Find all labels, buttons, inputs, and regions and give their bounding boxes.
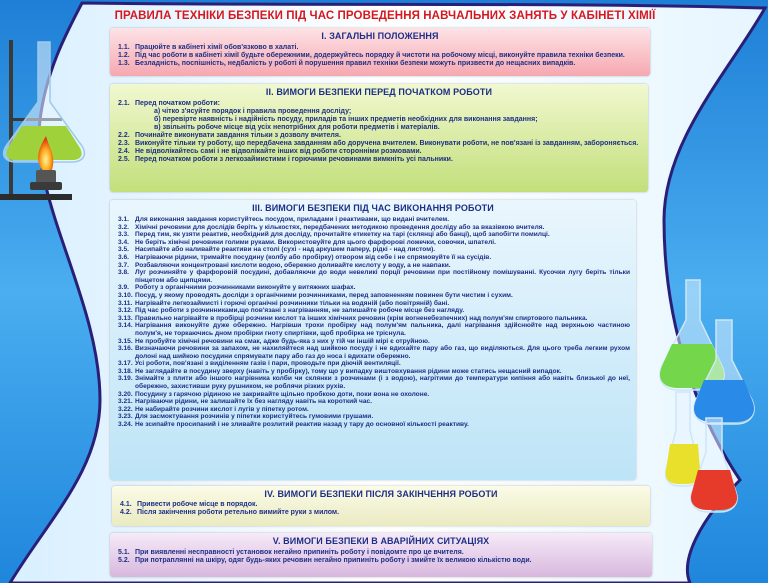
section-during-work xyxy=(110,200,636,480)
sub-item: а) чітко з'ясуйте порядок і правила проведення досліду; xyxy=(154,108,352,115)
section-heading: І. ЗАГАЛЬНІ ПОЛОЖЕННЯ xyxy=(321,31,439,41)
blue-liquid-icon xyxy=(694,380,754,422)
list-item: 3.6. Нагріваючи рідини, тримайте посудину (колбу або пробірку) отвором від себе і не спрямовуйте її на сусідів. xyxy=(118,253,492,261)
list-item: 1.1. Працюйте в кабінеті хімії обов'язково в халаті. xyxy=(118,44,299,51)
list-item: 3.9. Роботу з органічними розчинниками виконуйте у витяжних шафах. xyxy=(118,284,356,292)
section-before-work xyxy=(110,84,648,192)
stand-base-icon xyxy=(0,194,72,200)
list-item: 2.1. Перед початком роботи: xyxy=(118,100,220,107)
list-item: 3.11. Нагрівайте легкозаймисті і горючі органічні розчинники тільки на водяній (або повітряній) бані. xyxy=(118,299,450,307)
yellow-liquid-icon xyxy=(666,444,701,484)
list-item: 3.18. Не заглядайте в посудину зверху (навіть у пробірку), тому що у випадку виштовхування рідини може статись нещасний випадок. xyxy=(118,367,562,375)
sub-item: б) перевірте наявність і надійність посуду, приладів та інших предметів необхідних для виконання завдання; xyxy=(154,116,538,123)
list-item: 5.2. При потраплянні на шкіру, одяг будь-яких речовин негайно припиніть роботу і змийте їх великою кількістю води. xyxy=(118,557,532,564)
section-general xyxy=(110,28,650,76)
list-item: 2.3. Виконуйте тільки ту роботу, що передбачена завданням або доручена вчителем. Виконувати роботи, не пов'язані із завданням, забороняється. xyxy=(118,140,639,147)
list-item: 3.21. Нагріваючи рідини, не залишайте їх без нагляду навіть на короткий час. xyxy=(118,398,373,406)
list-item: 1.2. Під час роботи в кабінеті хімії будьте обережними, додержуйтесь порядку й чистоти на робочому місці, виконуйте правила техніки безпеки. xyxy=(118,52,625,59)
list-item: 3.15. Не пробуйте хімічні речовини на смак, адже будь-яка з них у тій чи іншій мірі є отруйною. xyxy=(118,337,430,345)
list-item: 3.2. Хімічні речовини для дослідів беріть у кількостях, передбачених методикою проведення досліду або за вказівкою вчителя. xyxy=(118,223,545,231)
burner-icon xyxy=(36,170,56,184)
list-item: 3.8. Луг розчиняйте у фарфоровій посудині, добавляючи до води невеликі порції речовини при постійному помішуванні. Кусочки лугу беріть тільки пінцетом або щипцями. xyxy=(118,269,630,284)
list-item: 2.5. Перед початком роботи з легкозаймистими і горючими речовинами вимкніть усі пальники. xyxy=(118,156,453,163)
list-item: 3.3. Перед тим, як узяти реактив, необхідний для досліду, прочитайте етикетку на тарі (склянці або банці), щоб запобігти помилці. xyxy=(118,231,550,239)
list-item: 1.3. Безладність, поспішність, недбалість у роботі й порушення правил техніки безпеки можуть призвести до нещасних випадків. xyxy=(118,60,576,67)
section-emergency xyxy=(110,533,652,577)
list-item: 5.1. При виявленні несправності установок негайно припиніть роботу і повідомте про це вчителя. xyxy=(118,549,464,556)
list-item: 3.7. Розбавляючи концентровані кислоти водою, обережно доливайте кислоту у воду, а не навпаки. xyxy=(118,261,451,269)
list-item: 3.12. Під час роботи з розчинниками,що пов'язані з нагріванням, не залишайте робоче місце без нагляду. xyxy=(118,307,465,315)
list-item: 3.14. Нагрівання виконуйте дуже обережно. Нагрівши трохи пробірку над полум'ям пальника, далі нагрівання здійснюйте над верхньою частиною полум'я, не торкаючись дном пробірки гноту спиртівки, щоб пробірка не тріснула. xyxy=(118,322,630,337)
list-item: 3.16. Визначаючи речовини за запахом, не нахиляйтеся над шийкою посуду і не вдихайте пару або газ, що виділяються. Для цього треба легким рухом долоні над шийкою посудини спрямувати пару або газ до носа і вдихати обережно. xyxy=(118,345,630,360)
list-item: 3.23. Для засмоктування розчинів у піпетки користуйтесь гумовими грушами. xyxy=(118,413,374,421)
list-item: 2.2. Починайте виконувати завдання тільки з дозволу вчителя. xyxy=(118,132,341,139)
section-heading: ІІІ. ВИМОГИ БЕЗПЕКИ ПІД ЧАС ВИКОНАННЯ РОБОТИ xyxy=(252,203,494,213)
list-item: 3.10. Посуд, у якому проводять досліди з органічними розчинниками, перед заповненням повинен бути чистим і сухим. xyxy=(118,291,513,299)
list-item: 3.24. Не зсипайте просипаний і не зливайте розлитий реактив назад у тару до основної кількості реактиву. xyxy=(118,421,469,429)
list-item: 3.4. Не беріть хімічні речовини голими руками. Використовуйте для цього фарфорові ложечки, совочки, шпателі. xyxy=(118,238,496,246)
section-heading: V. ВИМОГИ БЕЗПЕКИ В АВАРІЙНИХ СИТУАЦІЯХ xyxy=(272,536,490,546)
list-item: 3.5. Насипайте або наливайте реактиви на столі (сухі - над аркушем паперу, рідкі - над листом). xyxy=(118,246,436,254)
section-after-work xyxy=(112,486,650,526)
section-heading: ІІ. ВИМОГИ БЕЗПЕКИ ПЕРЕД ПОЧАТКОМ РОБОТИ xyxy=(265,87,493,97)
section-heading: IV. ВИМОГИ БЕЗПЕКИ ПІСЛЯ ЗАКІНЧЕННЯ РОБОТИ xyxy=(264,489,498,499)
list-item: 3.19. Знімайте з плити або іншого нагрівника колби чи склянки з розчинами (і з водою), нагрітими до температури кипіння або навіть близької до неї, обережно, захистивши руку рушником, не роблячи різких рухів. xyxy=(118,375,630,391)
sub-item: в) звільніть робоче місце від усіх непотрібних для роботи предметів і матеріалів. xyxy=(154,124,440,131)
list-item: 3.22. Не набирайте розчини кислот і лугів у піпетку ротом. xyxy=(118,405,309,413)
list-item: 4.2. Після закінчення роботи ретельно вимийте руки з милом. xyxy=(120,509,340,516)
list-item: 3.1. Для виконання завдання користуйтесь посудом, приладами і реактивами, що видані вчителем. xyxy=(118,216,450,223)
red-liquid-icon xyxy=(691,470,737,510)
list-item: 3.13. Правильно нагрівайте в пробірці розчини кислот та інших хімічних речовин (крім вогненебезпечних) над полум'ям спиртового пальника. xyxy=(118,314,588,322)
rules-list xyxy=(116,216,630,429)
list-item: 4.1. Привести робоче місце в порядок. xyxy=(120,501,258,508)
list-item: 3.17. Усі роботи, пов'язані з виділенням газів і пари, проводьте при діючій вентиляції. xyxy=(118,360,401,368)
list-item: 3.20. Посудину з гарячою рідиною не закривайте щільно пробкою доти, поки вона не охолоне. xyxy=(118,390,430,398)
list-item: 2.4. Не відволікайтесь самі і не відволікайте інших від роботи сторонніми розмовами. xyxy=(118,148,422,155)
poster-title: ПРАВИЛА ТЕХНІКИ БЕЗПЕКИ ПІД ЧАС ПРОВЕДЕННЯ НАВЧАЛЬНИХ ЗАНЯТЬ У КАБІНЕТІ ХІМІЇ xyxy=(114,10,656,22)
